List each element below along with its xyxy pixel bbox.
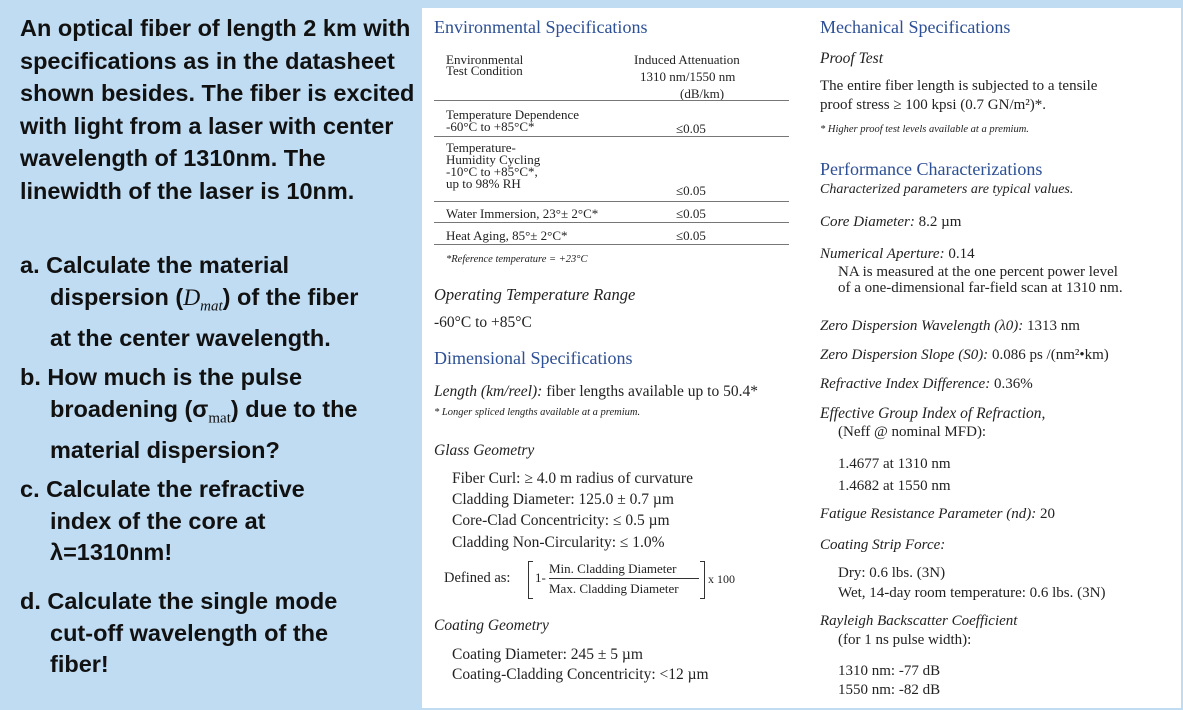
operating-heading: Operating Temperature Range xyxy=(434,285,636,304)
question-b xyxy=(20,362,420,466)
length-spec: Length (km/reel): fiber lengths available up to 50.4* xyxy=(434,383,758,400)
proof-note: * Higher proof test levels available at a premium. xyxy=(820,124,1029,135)
question-c-line1: c. Calculate the refractive xyxy=(20,476,305,502)
env-row3-value: ≤0.05 xyxy=(676,206,706,221)
na-note-1: NA is measured at the one percent power level xyxy=(838,264,1118,280)
performance-heading: Performance Characterizations xyxy=(820,159,1043,179)
effective-group-index-label-1: Effective Group Index of Refraction, xyxy=(820,405,1046,422)
formula-left-bracket xyxy=(528,561,533,599)
refractive-index-difference: Refractive Index Difference: 0.36% xyxy=(820,376,1033,392)
env-table-rule xyxy=(434,222,789,223)
env-col-attenuation-3: (dB/km) xyxy=(680,86,725,101)
question-b-line1: b. How much is the pulse xyxy=(20,364,303,390)
question-b-line3: material dispersion? xyxy=(50,436,280,463)
strip-force-dry: Dry: 0.6 lbs. (3N) xyxy=(838,565,946,581)
formula-right-bracket xyxy=(700,561,705,599)
env-col-condition-2: Test Condition xyxy=(446,63,523,78)
question-a xyxy=(20,250,420,354)
env-row2-cond-4: up to 98% RH xyxy=(446,176,521,191)
problem-intro: An optical fiber of length 2 km with specifications as in the datasheet shown besides. The fiber is excited with light from a laser with center wavelength of 1310nm. The linewidth of the laser is 10nm. xyxy=(20,15,415,204)
question-d-line2: cut-off wavelength of the xyxy=(50,619,329,646)
formula-fraction-line xyxy=(549,578,699,579)
env-row3-cond: Water Immersion, 23°± 2°C* xyxy=(446,206,599,221)
operating-value: -60°C to +85°C xyxy=(434,314,532,331)
question-b-line2: broadening $(\sigma_{mat})$ due to the xyxy=(50,395,358,427)
problem-panel xyxy=(0,0,422,710)
question-c xyxy=(20,474,420,569)
zero-dispersion-wavelength: Zero Dispersion Wavelength (λ0): 1313 nm xyxy=(820,318,1080,334)
env-row4-value: ≤0.05 xyxy=(676,228,706,243)
env-row4-cond: Heat Aging, 85°± 2°C* xyxy=(446,228,568,243)
env-row1-cond-2: -60°C to +85°C* xyxy=(446,119,535,134)
question-d xyxy=(20,586,420,681)
proof-test-heading: Proof Test xyxy=(820,50,884,67)
env-table-rule xyxy=(434,201,789,202)
env-row2-cond-1: Temperature- xyxy=(446,140,516,155)
core-diameter: Core Diameter: 8.2 µm xyxy=(820,214,962,230)
env-col-attenuation-1: Induced Attenuation xyxy=(634,52,740,67)
length-note: * Longer spliced lengths available at a premium. xyxy=(434,407,641,418)
glass-geometry-heading: Glass Geometry xyxy=(434,442,535,459)
coating-cladding-concentricity: Coating-Cladding Concentricity: <12 µm xyxy=(452,666,709,683)
egi-value-1550: 1.4682 at 1550 nm xyxy=(838,478,951,494)
defined-as-label: Defined as: xyxy=(444,570,511,586)
strip-force-wet: Wet, 14-day room temperature: 0.6 lbs. (3N) xyxy=(838,585,1106,601)
coating-strip-force-label: Coating Strip Force: xyxy=(820,537,946,553)
question-d-line3: fiber! xyxy=(50,651,109,677)
glass-cladding-non-circularity: Cladding Non-Circularity: ≤ 1.0% xyxy=(452,534,665,551)
datasheet xyxy=(422,8,1181,708)
question-a-line2: dispersion $(D_{mat})$ of the fiber xyxy=(50,283,359,315)
env-row1-value: ≤0.05 xyxy=(676,121,706,136)
performance-subheading: Characterized parameters are typical values. xyxy=(820,182,1074,197)
dimensional-heading: Dimensional Specifications xyxy=(434,348,633,368)
glass-cladding-diameter: Cladding Diameter: 125.0 ± 0.7 µm xyxy=(452,491,674,508)
effective-group-index-label-2: (Neff @ nominal MFD): xyxy=(838,424,987,440)
zero-dispersion-slope: Zero Dispersion Slope (S0): 0.086 ps /(nm²•km) xyxy=(820,347,1109,363)
rayleigh-1310: 1310 nm: -77 dB xyxy=(838,663,941,679)
na-note-2: of a one-dimensional far-field scan at 1310 nm. xyxy=(838,280,1123,296)
formula-numerator: Min. Cladding Diameter xyxy=(549,561,677,576)
glass-core-clad-concentricity: Core-Clad Concentricity: ≤ 0.5 µm xyxy=(452,512,670,529)
rayleigh-1550: 1550 nm: -82 dB xyxy=(838,682,941,698)
rayleigh-label-1: Rayleigh Backscatter Coefficient xyxy=(820,613,1018,629)
question-d-line1: d. Calculate the single mode xyxy=(20,588,338,614)
coating-geometry-heading: Coating Geometry xyxy=(434,617,549,634)
coating-diameter: Coating Diameter: 245 ± 5 µm xyxy=(452,646,643,663)
numerical-aperture: Numerical Aperture: 0.14 xyxy=(820,246,975,262)
formula-times: x 100 xyxy=(708,572,735,586)
fatigue-resistance: Fatigue Resistance Parameter (nd): 20 xyxy=(820,506,1055,522)
env-col-attenuation-2: 1310 nm/1550 nm xyxy=(640,69,736,84)
glass-fiber-curl: Fiber Curl: ≥ 4.0 m radius of curvature xyxy=(452,470,693,487)
mechanical-heading: Mechanical Specifications xyxy=(820,17,1011,37)
proof-text-1: The entire fiber length is subjected to a tensile xyxy=(820,78,1098,94)
proof-text-2: proof stress ≥ 100 kpsi (0.7 GN/m²)*. xyxy=(820,97,1047,113)
env-row1-cond-1: Temperature Dependence xyxy=(446,107,579,122)
question-c-line2: index of the core at xyxy=(50,507,266,534)
env-table-rule xyxy=(434,136,789,137)
question-c-line3: λ=1310nm! xyxy=(50,539,173,565)
formula-denominator: Max. Cladding Diameter xyxy=(549,581,679,596)
env-row2-cond-2: Humidity Cycling xyxy=(446,152,541,167)
env-footnote: *Reference temperature = +23°C xyxy=(446,254,588,265)
env-table-rule xyxy=(434,244,789,245)
env-table-rule xyxy=(434,100,789,101)
env-col-condition-1: Environmental xyxy=(446,52,524,67)
formula-prefix: 1- xyxy=(535,570,546,585)
env-row2-cond-3: -10°C to +85°C*, xyxy=(446,164,538,179)
egi-value-1310: 1.4677 at 1310 nm xyxy=(838,456,951,472)
question-a-line3: at the center wavelength. xyxy=(50,324,331,351)
rayleigh-label-2: (for 1 ns pulse width): xyxy=(838,632,972,648)
question-a-line1: a. Calculate the material xyxy=(20,252,290,278)
env-row2-value: ≤0.05 xyxy=(676,183,706,198)
environmental-heading: Environmental Specifications xyxy=(434,17,648,37)
